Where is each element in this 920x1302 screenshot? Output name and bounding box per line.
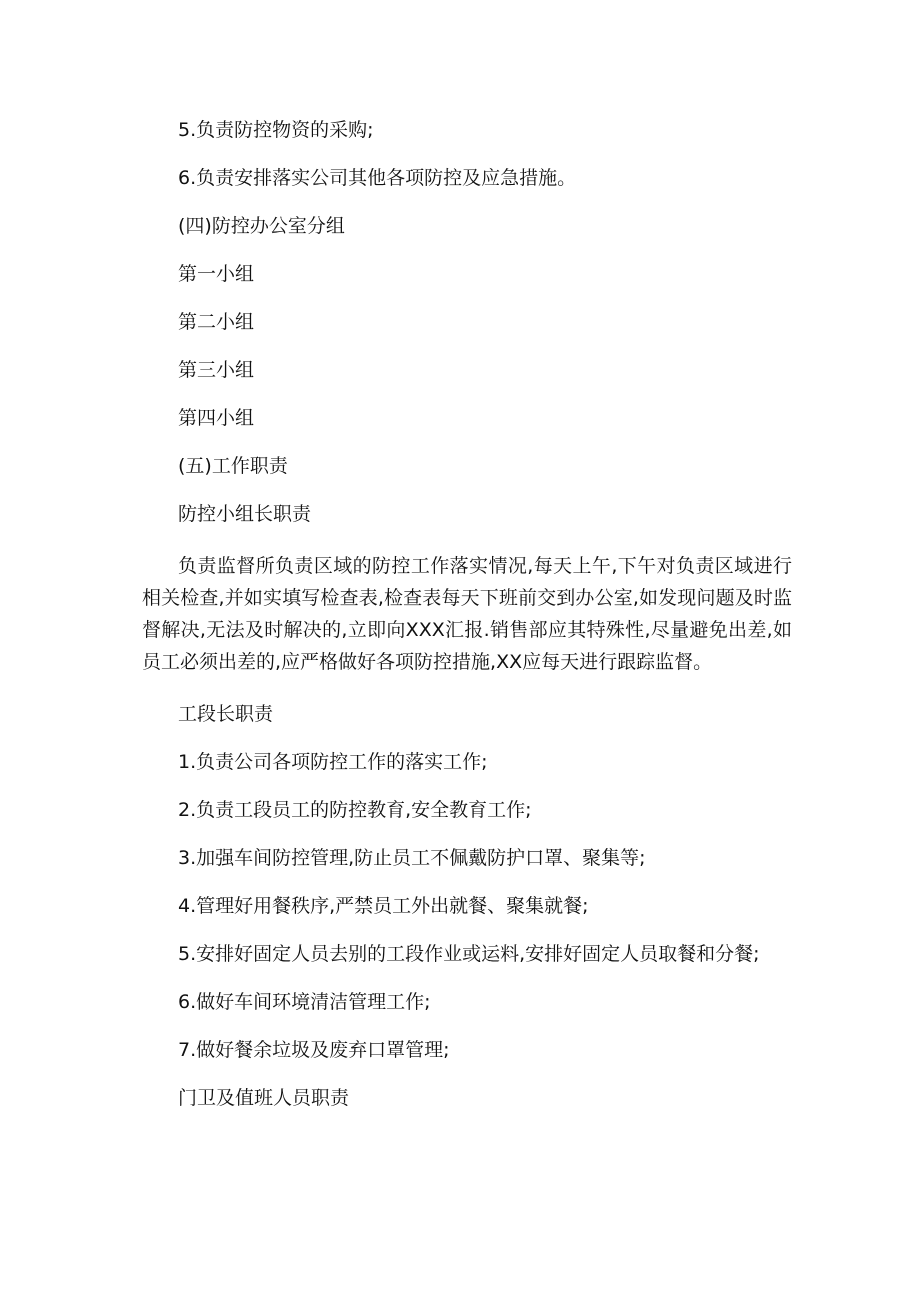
subsection-heading: 工段长职责 xyxy=(178,703,274,725)
group-item: 第三小组 xyxy=(178,359,255,381)
group-item: 第四小组 xyxy=(178,407,255,429)
subsection-heading: 防控小组长职责 xyxy=(178,503,312,525)
subsection-heading: 门卫及值班人员职责 xyxy=(178,1087,350,1109)
body-paragraph: 负责监督所负责区域的防控工作落实情况,每天上午,下午对负责区域进行相关检查,并如实填写检查表,检查表每天下班前交到办公室,如发现问题及时监督解决,无法及时解决的,立即向XXX汇报.销售部应其特殊性,尽量避免出差,如员工必须出差的,应严格做好各项防控措施,XX应每天进行跟踪监督。 xyxy=(142,555,792,673)
section-heading: (四)防控办公室分组 xyxy=(178,215,345,237)
group-item: 第二小组 xyxy=(178,311,255,333)
section-heading: (五)工作职责 xyxy=(178,455,288,477)
list-item: 5.负责防控物资的采购; xyxy=(178,119,374,141)
list-item: 6.负责安排落实公司其他各项防控及应急措施。 xyxy=(178,167,577,189)
list-item: 5.安排好固定人员去别的工段作业或运料,安排好固定人员取餐和分餐; xyxy=(178,943,760,965)
group-item: 第一小组 xyxy=(178,263,255,285)
list-item: 7.做好餐余垃圾及废弃口罩管理; xyxy=(178,1039,450,1061)
document-body xyxy=(142,118,792,1134)
list-item: 1.负责公司各项防控工作的落实工作; xyxy=(178,751,488,773)
list-item: 6.做好车间环境清洁管理工作; xyxy=(178,991,431,1013)
list-item: 4.管理好用餐秩序,严禁员工外出就餐、聚集就餐; xyxy=(178,895,589,917)
list-item: 3.加强车间防控管理,防止员工不佩戴防护口罩、聚集等; xyxy=(178,847,646,869)
list-item: 2.负责工段员工的防控教育,安全教育工作; xyxy=(178,799,532,821)
